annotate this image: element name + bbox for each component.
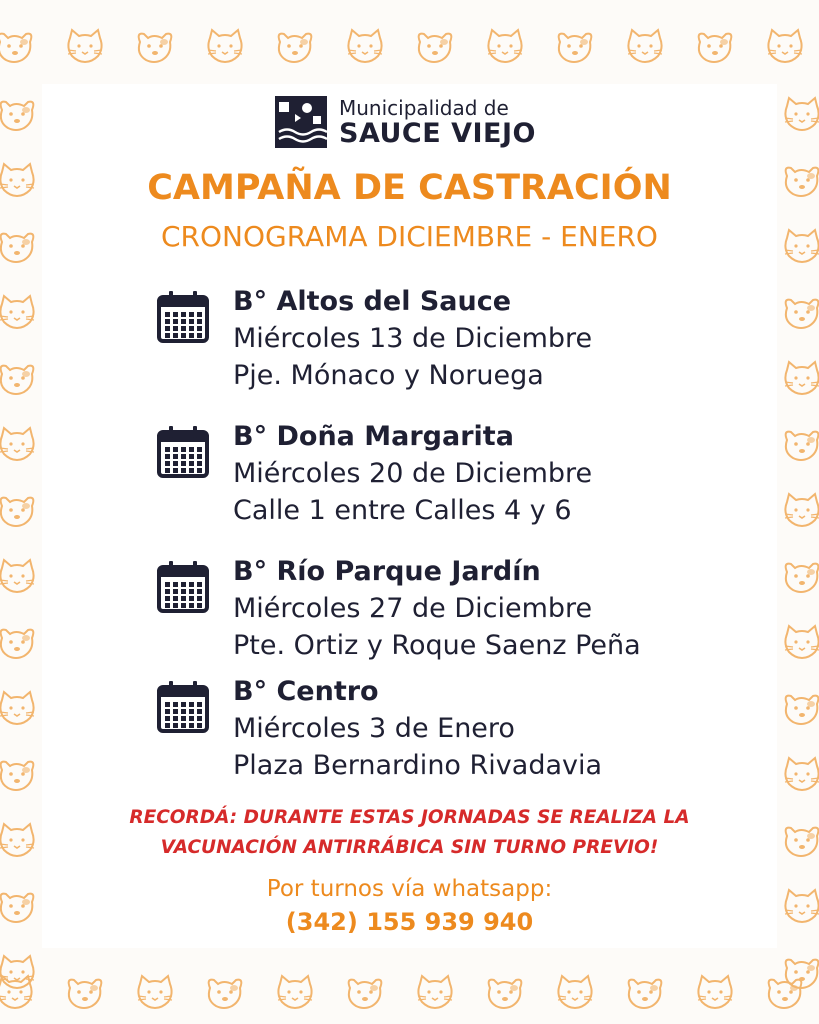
event-place: Pje. Mónaco y Noruega bbox=[233, 360, 544, 391]
event-neighborhood: B° Centro bbox=[233, 676, 379, 707]
logo-line-1: Municipalidad de bbox=[339, 96, 509, 120]
event-date: Miércoles 20 de Diciembre bbox=[233, 458, 593, 489]
page-subtitle: CRONOGRAMA DICIEMBRE - ENERO bbox=[161, 220, 658, 253]
whatsapp-label: Por turnos vía whatsapp: bbox=[266, 876, 553, 902]
calendar-icon bbox=[155, 289, 211, 345]
reminder-line-1: RECORDÁ: DURANTE ESTAS JORNADAS SE REALIZA LA bbox=[129, 807, 690, 828]
reminder-line-2: VACUNACIÓN ANTIRRÁBICA SIN TURNO PREVIO! bbox=[160, 837, 659, 858]
event-neighborhood: B° Doña Margarita bbox=[233, 421, 514, 452]
logo-line-2: SAUCE VIEJO bbox=[339, 118, 536, 149]
event-place: Calle 1 entre Calles 4 y 6 bbox=[233, 495, 572, 526]
event-text bbox=[233, 418, 592, 529]
event-place: Pte. Ortiz y Roque Saenz Peña bbox=[233, 630, 641, 661]
calendar-icon bbox=[155, 559, 211, 615]
event-neighborhood: B° Río Parque Jardín bbox=[233, 556, 541, 587]
event-date: Miércoles 13 de Diciembre bbox=[233, 323, 593, 354]
event-place: Plaza Bernardino Rivadavia bbox=[233, 750, 603, 781]
event-text bbox=[233, 673, 602, 784]
municipality-logo bbox=[273, 94, 553, 154]
event-text bbox=[233, 283, 592, 394]
reminder-note bbox=[0, 803, 819, 863]
event-date: Miércoles 3 de Enero bbox=[233, 713, 515, 744]
sauce-viejo-emblem-icon bbox=[273, 94, 329, 150]
whatsapp-phone[interactable]: (342) 155 939 940 bbox=[285, 908, 534, 936]
page-title: CAMPAÑA DE CASTRACIÓN bbox=[147, 168, 672, 208]
event-text bbox=[233, 553, 641, 664]
calendar-icon bbox=[155, 424, 211, 480]
event-date: Miércoles 27 de Diciembre bbox=[233, 593, 593, 624]
event-neighborhood: B° Altos del Sauce bbox=[233, 286, 512, 317]
calendar-icon bbox=[155, 679, 211, 735]
